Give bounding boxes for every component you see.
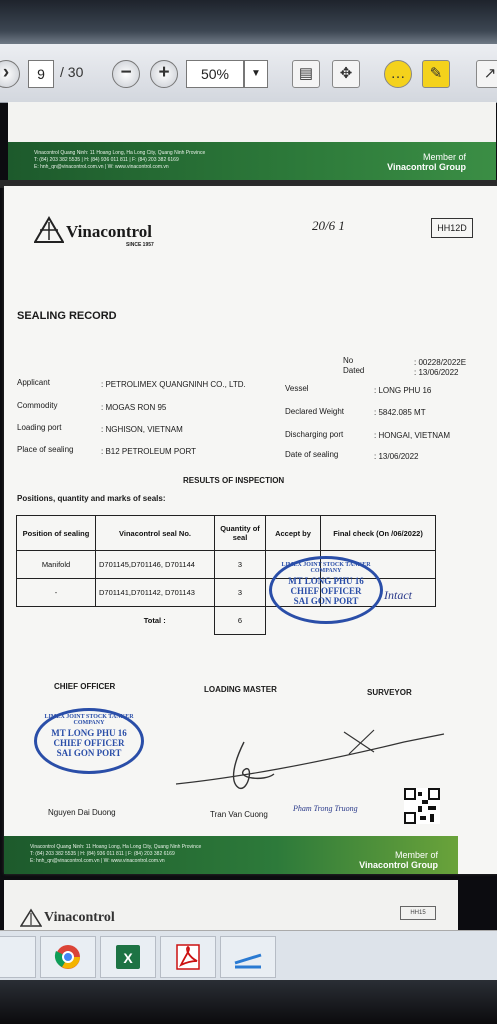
vessel-label: Vessel	[285, 384, 309, 393]
row1-position: Manifold	[17, 551, 96, 579]
document-footer: Vinacontrol Quang Ninh: 11 Hoang Long, Ha Long City, Quang Ninh Province T: (84) 203 382 5535 | H: (84) 936 011 811 | F: (84) 203 382 6169 E: hnh_qn@vinacontrol.com.vn | W: www.vinacontrol.com.vn Member of Vinacontrol Group	[4, 836, 458, 874]
header-seal-no: Vinacontrol seal No.	[96, 516, 215, 551]
results-title: RESULTS OF INSPECTION	[183, 476, 285, 485]
footer-member-of: Member of	[422, 152, 466, 162]
monitor-bezel-top	[0, 0, 497, 44]
loading-port-value: : NGHISON, VIETNAM	[101, 425, 183, 434]
chief-officer-label: CHIEF OFFICER	[54, 682, 116, 691]
discharging-port-value: : HONGAI, VIETNAM	[374, 431, 451, 440]
no-value: : 00228/2022E	[414, 358, 467, 367]
nav-back-icon[interactable]: ›	[0, 60, 20, 88]
total-label: Total :	[143, 616, 166, 625]
dated-label: Dated	[343, 366, 365, 375]
page-total: / 30	[60, 64, 84, 80]
comment-icon[interactable]: …	[384, 60, 412, 88]
fit-width-icon[interactable]: ✥	[332, 60, 360, 88]
qr-code-icon	[404, 788, 440, 824]
surveyor-label: SURVEYOR	[367, 688, 412, 697]
header-accept-by: Accept by	[266, 516, 321, 551]
form-code: HH12D	[431, 218, 473, 238]
commodity-value: : MOGAS RON 95	[101, 403, 167, 412]
place-of-sealing-value: : B12 PETROLEUM PORT	[101, 447, 196, 456]
loading-master-label: LOADING MASTER	[204, 685, 277, 694]
highlight-icon[interactable]: ✎	[422, 60, 450, 88]
footer-phones: T: (84) 203 382 5535 | H: (84) 936 011 811 | F: (84) 203 382 6169	[34, 157, 179, 163]
handwritten-note: 20/6 1	[312, 218, 345, 233]
app-icon[interactable]	[220, 936, 276, 978]
svg-text:X: X	[123, 950, 133, 966]
acrobat-icon[interactable]	[160, 936, 216, 978]
zoom-dropdown-icon[interactable]: ▼	[244, 60, 268, 88]
row1-quantity: 3	[215, 551, 266, 579]
zoom-out-icon[interactable]: −	[112, 60, 140, 88]
loading-port-label: Loading port	[17, 423, 62, 432]
row1-seal-no: D701145,D701146, D701144	[96, 551, 215, 579]
document-title: SEALING RECORD	[17, 310, 117, 322]
footer-group: Vinacontrol Group	[387, 162, 466, 172]
page-number-input[interactable]: 9	[28, 60, 54, 88]
applicant-value: : PETROLIMEX QUANGNINH CO., LTD.	[101, 380, 246, 389]
company-stamp-table: LIMEX JOINT STOCK TANKER COMPANY MT LONG PHU 16 CHIEF OFFICER SAI GON PORT	[269, 556, 383, 624]
company-stamp-signature: LIMEX JOINT STOCK TANKER COMPANY MT LONG PHU 16 CHIEF OFFICER SAI GON PORT	[34, 708, 144, 774]
commodity-label: Commodity	[17, 401, 58, 410]
excel-icon[interactable]	[100, 936, 156, 978]
discharging-port-label: Discharging port	[285, 430, 344, 439]
declared-weight-value: : 5842.085 MT	[374, 408, 426, 417]
row2-position: -	[17, 579, 96, 607]
footer-email: E: hnh_qn@vinacontrol.com.vn | W: www.vinacontrol.com.vn	[34, 164, 169, 170]
total-value: 6	[215, 607, 266, 635]
fit-page-icon[interactable]: ▤	[292, 60, 320, 88]
header-position: Position of sealing	[17, 516, 96, 551]
table-header-row	[17, 516, 436, 551]
dated-value: : 13/06/2022	[414, 368, 459, 377]
vinacontrol-logo-icon	[20, 908, 42, 928]
intact-note: Intact	[384, 588, 412, 602]
logo-since: SINCE 1957	[126, 242, 154, 248]
previous-page-footer	[8, 142, 496, 180]
declared-weight-label: Declared Weight	[285, 407, 344, 416]
surveyor-name: Pham Trong Truong	[293, 804, 358, 813]
loading-master-name: Tran Van Cuong	[210, 810, 268, 819]
applicant-label: Applicant	[17, 378, 50, 387]
footer-address: Vinacontrol Quang Ninh: 11 Hoang Long, Ha Long City, Quang Ninh Province	[34, 150, 206, 156]
no-label: No	[343, 356, 354, 365]
row2-seal-no: D701141,D701142, D701143	[96, 579, 215, 607]
zoom-in-icon[interactable]: +	[150, 60, 178, 88]
positions-title: Positions, quantity and marks of seals:	[17, 494, 166, 503]
vessel-value: : LONG PHU 16	[374, 386, 432, 395]
row2-quantity: 3	[215, 579, 266, 607]
logo-text: Vinacontrol	[66, 222, 152, 241]
table-total-row	[17, 607, 436, 635]
expand-icon[interactable]: ↗	[476, 60, 497, 88]
monitor-bezel-bottom	[0, 980, 497, 1024]
header-final-check: Final check (On /06/2022)	[321, 516, 436, 551]
zoom-level-input[interactable]: 50%	[186, 60, 244, 88]
vinacontrol-logo-icon	[34, 216, 64, 244]
place-of-sealing-label: Place of sealing	[17, 445, 74, 454]
date-of-sealing-value: : 13/06/2022	[374, 452, 419, 461]
document-page	[4, 186, 497, 874]
explorer-icon[interactable]	[0, 936, 36, 978]
header-quantity: Quantity of seal	[215, 516, 266, 551]
date-of-sealing-label: Date of sealing	[285, 450, 339, 459]
chief-officer-name: Nguyen Dai Duong	[48, 808, 116, 817]
next-logo-text: Vinacontrol	[44, 910, 115, 925]
chrome-icon[interactable]	[40, 936, 96, 978]
next-form-code: HH15	[400, 906, 436, 920]
pdf-toolbar	[0, 44, 497, 103]
